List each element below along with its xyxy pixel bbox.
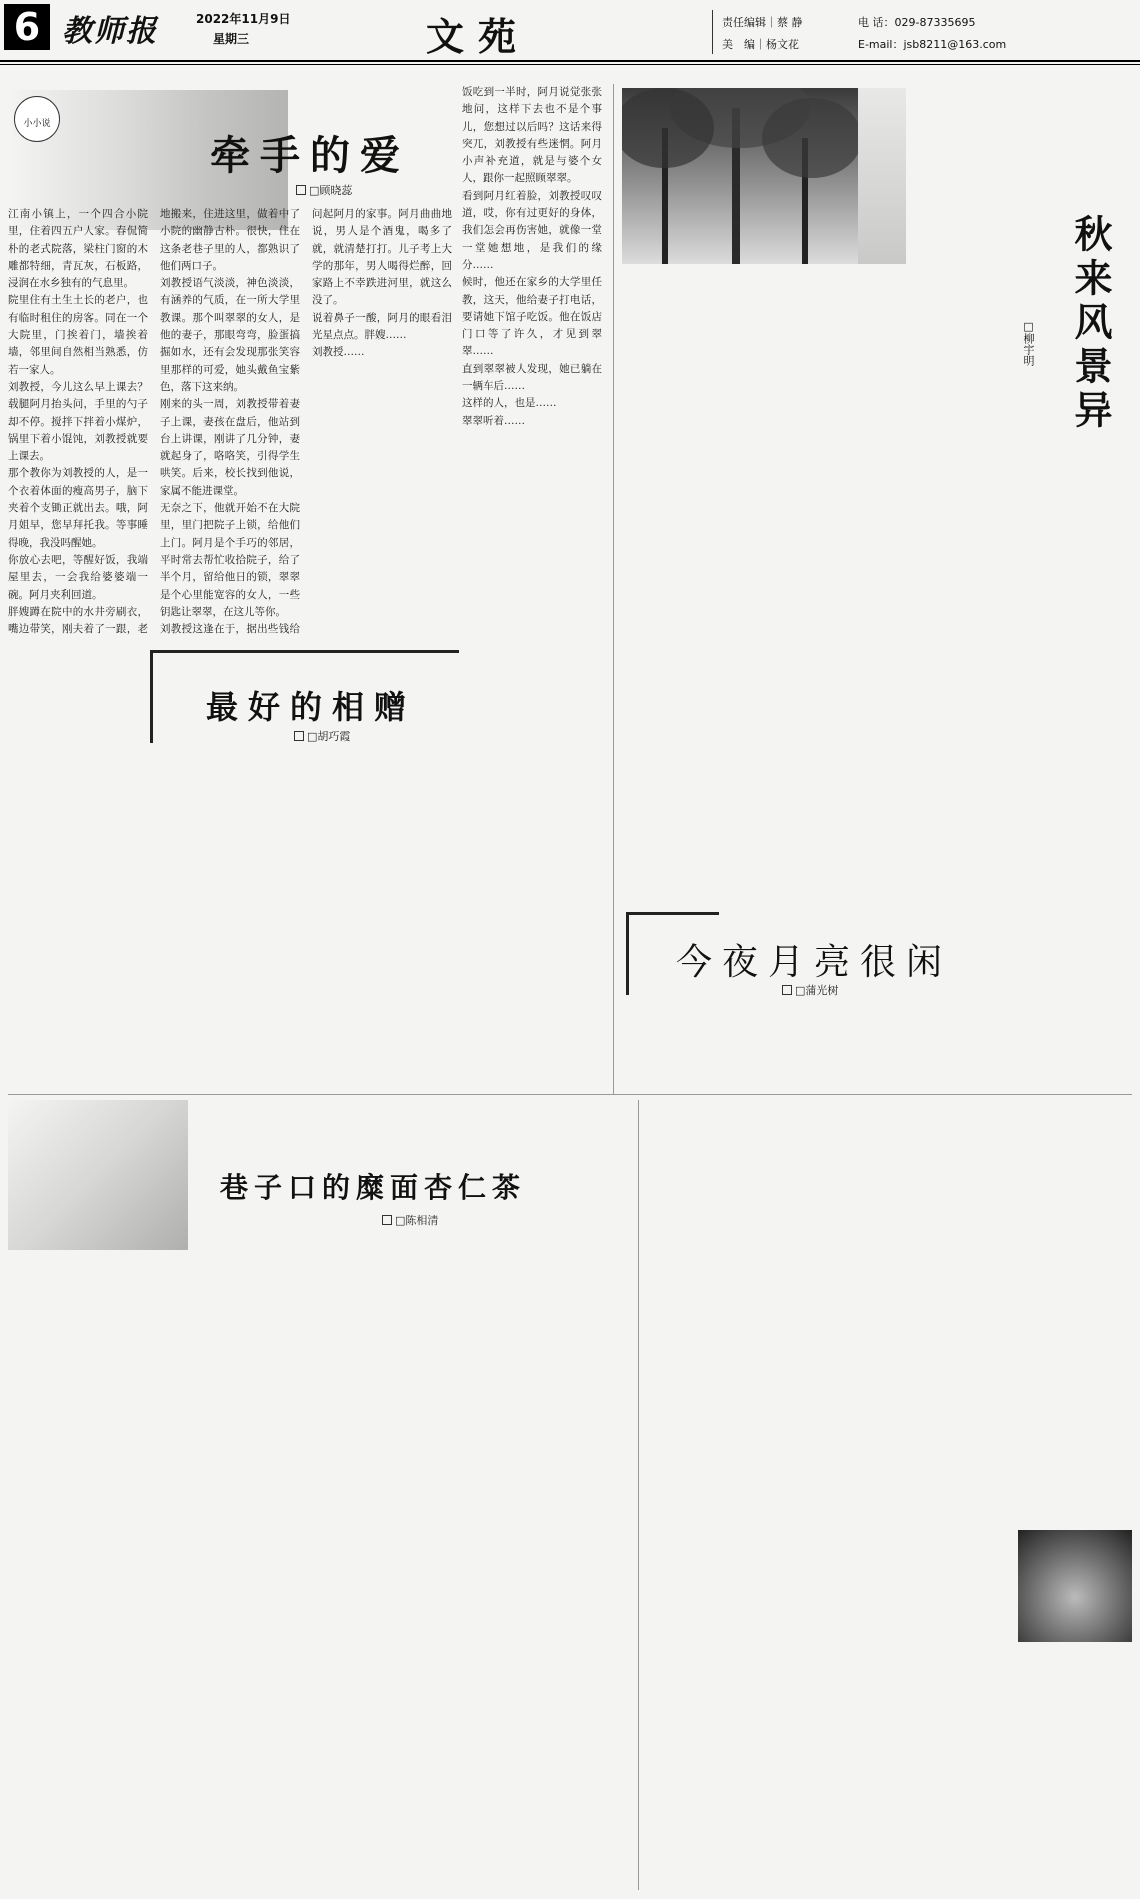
page-number-box (4, 4, 50, 50)
phone-label: 电 话：029-87335695 (858, 16, 976, 29)
butterfly-tag-icon (14, 96, 60, 142)
page-header (0, 0, 1140, 68)
page-number: 6 (13, 5, 41, 49)
article-title-gift: 最好的相赠 (206, 688, 417, 726)
article-title-hands: 牵手的爱 (210, 133, 410, 179)
designer-label: 美 编｜杨文花 (722, 38, 799, 51)
article-hands-col-2: 地搬来，住进这里，做着中了小院的幽静古朴。很快，住在这条老巷子里的人，都熟识了他们两口子。 刘教授语气淡淡，神色淡淡，有涵养的气质，在一所大学里教课。那个叫翠翠的女人，是他的妻子，那眼弯弯，脸蛋搞掘如水，还有会发现那张笑容里那样的可爱，她头戴鱼宝紫色，落下这来纳。 刚来的头一周，刘教授带着妻子上课，妻孩在盘后，他站到台上讲课，刚讲了几分钟，妻就起身了，咯咯笑，引得学生哄笑。后来，校长找到他说，家属不能进课堂。 无奈之下，他就开始不在大院里，里门把院子上锁，给他们上门。阿月是个手巧的邻居，平时常去帮忙收拾院子，给了半个月，留给他日的锁，翠翠是个心里能宽容的女人，一些钥匙让翠翠，在这儿等你。 刘教授这逢在于，据出些钱给 (160, 208, 300, 636)
tree-silhouette-icon (622, 88, 858, 264)
email-label: E-mail：jsb8211@163.com (858, 38, 1007, 51)
article-hands-col-4: 饭吃到一半时，阿月说觉张张地问，这样下去也不是个事儿，您想过以后吗？这话来得突兀，刘教授有些迷惘。阿月小声补充道，就是与婆个女人，跟你一起照顾翠翠。 看到阿月红着脸，刘教授叹叹道，哎，你有过更好的身体，我们怎会再伤害她，就像一堂一堂她想地，是我们的缘分…… 候时，他还在家乡的大学里任教，这天，他给妻子打电话，要请她下馆子吃饭。他在饭店门口等了许久，才见到翠翠…… 直到翠翠被人发现，她已躺在一辆车后…… 这样的人，也是…… 翠翠听着…… (462, 86, 602, 427)
article-byline-gift: □胡巧霞 (294, 728, 350, 744)
article-byline-autumn: □柳宇明 (1022, 320, 1035, 366)
article-teashop-photo (8, 1100, 188, 1250)
paper-name-logo: 教师报 (62, 14, 158, 49)
header-rule (0, 60, 1140, 62)
column-rule (613, 84, 614, 1094)
tag-label: 小小说 (23, 119, 51, 129)
section-title: 文苑 (426, 14, 531, 59)
article-autumn-photo (622, 88, 858, 264)
article-title-autumn: 秋来风景异 (1068, 214, 1113, 434)
editor-label: 责任编辑｜蔡 静 (722, 16, 803, 29)
section-rule (8, 1094, 1132, 1095)
article-hands-col-3: 问起阿月的家事。阿月曲曲地说，男人是个酒鬼，喝多了就，就清楚打打。儿子考上大学的那年，男人喝得烂醉，回家路上不幸跌进河里，就这么没了。 说着鼻子一酸，阿月的眼看泪光星点点。胖嫂…… 刘教授…… (312, 208, 452, 359)
issue-date: 2022年11月9日 (196, 12, 291, 26)
header-rule-thin (0, 64, 1140, 65)
article-byline-hands: □顾晓蕊 (296, 182, 352, 198)
article-byline-teashop: □陈相清 (382, 1212, 438, 1228)
article-byline-moon: □蒲光树 (782, 982, 838, 998)
article-autumn-photo-right (858, 88, 906, 264)
article-hands-col-1: 江南小镇上，一个四合小院里，住着四五户人家。春侃简朴的老式院落，梁柱门窗的木雕都特细，青瓦灰，石板路，浸润在水乡独有的气息里。 院里住有土生土长的老户，也有临时租住的房客。同在一个大院里，门挨着门，墙挨着墙，邻里间自然相当熟悉，仿若一家人。 刘教授，今儿这么早上课去？载腿阿月抬头问，手里的勺子却不停。搅拌下拌着小煤炉，锅里下着小馄饨，刘教授就要上课去。 那个教你为刘教授的人，是一个衣着体面的瘦高男子，脑下夹着个支锄正就出去。哦，阿月姐早，您早拜托我。等事睡得晚，我没吗醒她。 你放心去吧，等醒好饭，我端屋里去，一会我给婆婆端一碗。阿月夹利回道。 胖嫂蹲在院中的水井旁刷衣，嘴边带笑，刚夫着了一跟，老 (8, 208, 148, 636)
article-title-moon: 今夜月亮很闲 (676, 942, 953, 983)
article-moon-photo (1018, 1530, 1132, 1642)
issue-weekday: 星期三 (213, 32, 250, 46)
column-rule-bottom (638, 1100, 639, 1890)
article-title-teashop: 巷子口的糜面杏仁茶 (220, 1171, 527, 1204)
header-divider (712, 10, 713, 54)
